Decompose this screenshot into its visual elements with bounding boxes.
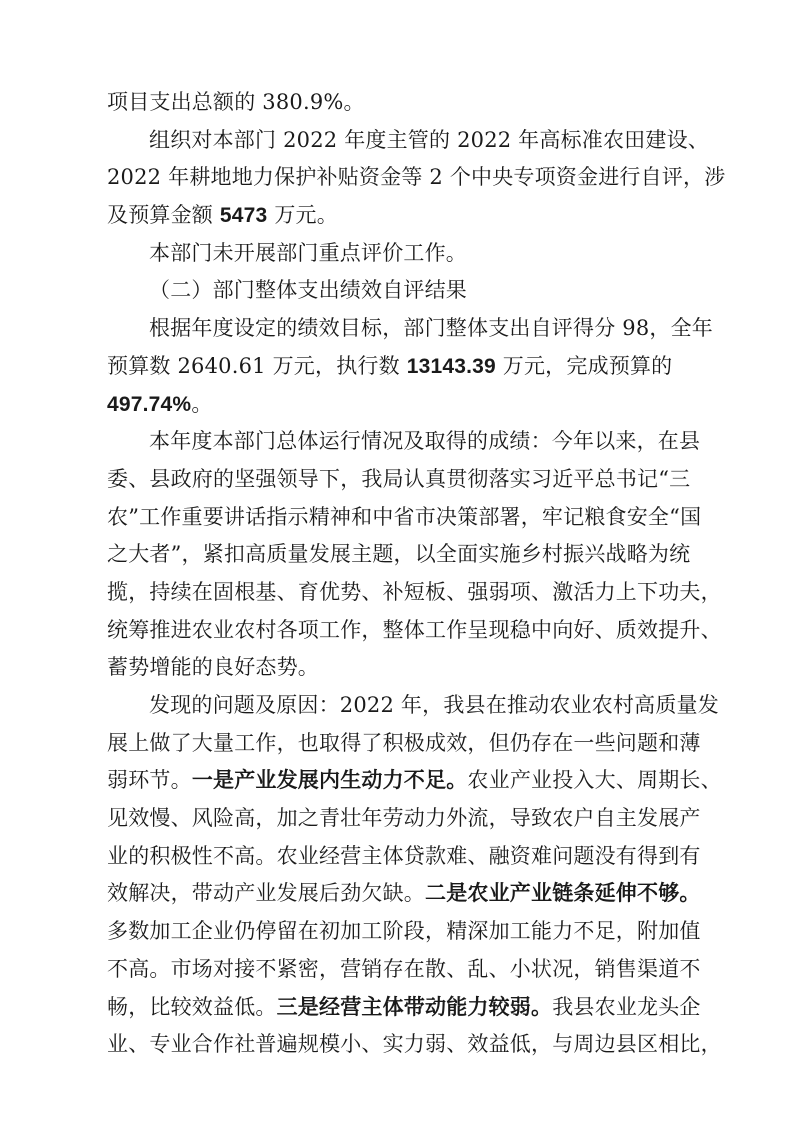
executed-amount: 13143.39 (406, 354, 496, 378)
text-line: 统筹推进农业农村各项工作，整体工作呈现稳中向好、质效提升、 (107, 617, 722, 642)
paragraph-line (107, 838, 701, 876)
bold-point-one: 一是产业发展内生动力不足。 (191, 768, 468, 793)
text-line: 业的积极性不高。农业经营主体贷款难、融资难问题没有得到有 (107, 843, 701, 868)
text-line: 项目支出总额的 380.9%。 (107, 90, 365, 114)
paragraph-line (107, 310, 713, 348)
text-line: 组织对本部门 2022 年度主管的 2022 年高标准农田建设、 (149, 127, 709, 152)
paragraph-line (107, 84, 701, 122)
budget-amount: 5473 (219, 204, 268, 228)
text-line: 根据年度设定的绩效目标，部门整体支出自评得分 98，全年 (149, 316, 713, 341)
text-fragment: 农业产业投入大、周期长、 (467, 768, 722, 793)
document-body (107, 84, 726, 1064)
paragraph-line (107, 800, 701, 838)
text-line: 之大者”，紧扣高质量发展主题，以全面实施乡村振兴战略为统 (107, 542, 691, 567)
paragraph-line (107, 235, 701, 273)
paragraph-line (107, 122, 709, 160)
paragraph-line (107, 875, 701, 913)
section-heading (107, 272, 701, 310)
paragraph-line (107, 197, 701, 235)
paragraph-line (107, 461, 701, 499)
text-fragment: 我县农业龙头企 (552, 994, 701, 1019)
text-line: 2022 年耕地地力保护补贴资金等 2 个中央专项资金进行自评，涉 (107, 165, 726, 190)
text-line: 展上做了大量工作，也取得了积极成效，但仍存在一些问题和薄 (107, 730, 701, 755)
text-fragment: 效解决，带动产业发展后劲欠缺。 (107, 881, 425, 906)
bold-point-three: 三是经营主体带动能力较弱。 (276, 994, 553, 1019)
completion-rate: 497.74% (107, 392, 192, 416)
paragraph-line (107, 649, 701, 687)
heading-text: （二）部门整体支出绩效自评结果 (149, 278, 467, 303)
text-line: 不高。市场对接不紧密，营销存在散、乱、小状况，销售渠道不 (107, 956, 701, 981)
paragraph-line (107, 1026, 722, 1064)
text-fragment: 畅，比较效益低。 (107, 994, 277, 1019)
text-fragment: 万元。 (274, 203, 338, 228)
paragraph-line (107, 725, 701, 763)
text-fragment: 预算数 2640.61 万元，执行数 (107, 353, 400, 378)
paragraph-line (107, 536, 701, 574)
text-line: 蓄势增能的良好态势。 (107, 655, 319, 680)
text-line: 发现的问题及原因：2022 年，我县在推动农业农村高质量发 (149, 693, 719, 717)
paragraph-line (107, 423, 701, 461)
text-line: 委、县政府的坚强领导下，我局认真贯彻落实习近平总书记“三 (107, 466, 691, 491)
paragraph-line (107, 989, 701, 1027)
text-line: 多数加工企业仍停留在初加工阶段，精深加工能力不足，附加值 (107, 919, 701, 944)
paragraph-line (107, 762, 722, 800)
text-fragment: 弱环节。 (107, 768, 192, 793)
bold-point-two: 二是农业产业链条延伸不够。 (425, 881, 701, 906)
text-line: 本年度本部门总体运行情况及取得的成绩：今年以来，在县 (149, 429, 701, 454)
text-fragment: 及预算金额 (107, 203, 213, 228)
paragraph-line (107, 951, 701, 989)
text-fragment: 万元，完成预算的 (502, 353, 673, 378)
text-line: 揽，持续在固根基、育优势、补短板、强弱项、激活力上下功夫， (107, 579, 722, 604)
text-fragment: 。 (191, 391, 213, 416)
paragraph-line (107, 159, 726, 197)
paragraph-line (107, 687, 719, 725)
paragraph-line (107, 348, 701, 386)
text-line: 见效慢、风险高，加之青壮年劳动力外流，导致农户自主发展产 (107, 806, 701, 831)
paragraph-line (107, 499, 701, 537)
text-line: 本部门未开展部门重点评价工作。 (149, 240, 467, 265)
text-line: 农”工作重要讲话指示精神和中省市决策部署，牢记粮食安全“国 (107, 504, 702, 529)
paragraph-line (107, 612, 722, 650)
text-line: 业、专业合作社普遍规模小、实力弱、效益低，与周边县区相比， (107, 1032, 722, 1057)
paragraph-line (107, 574, 722, 612)
paragraph-line (107, 386, 701, 424)
paragraph-line (107, 913, 701, 951)
